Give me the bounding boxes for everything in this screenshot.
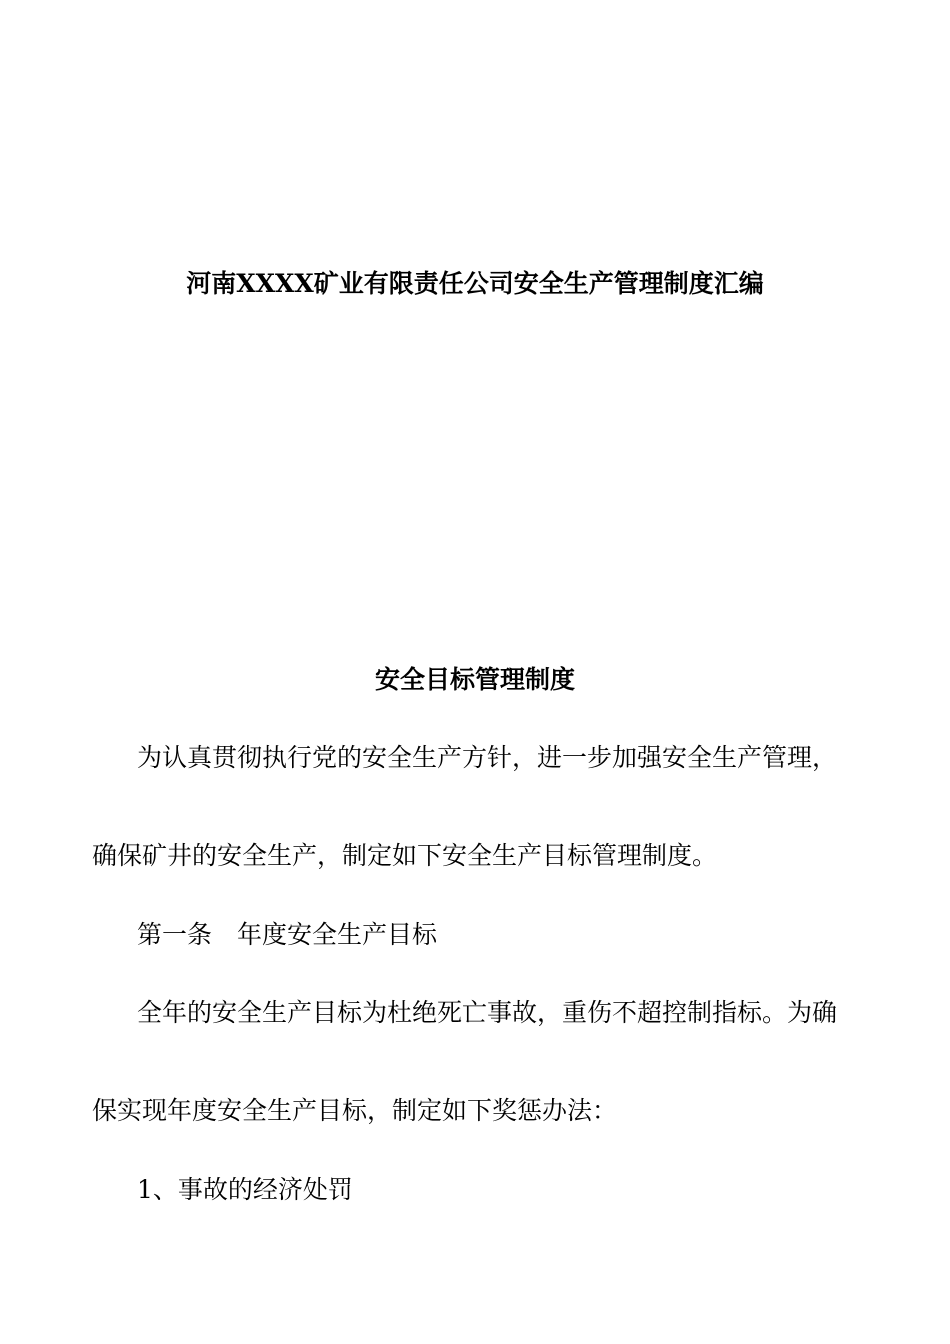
paragraph-line: 全年的安全生产目标为杜绝死亡事故，重伤不超控制指标。为确 <box>137 998 838 1027</box>
paragraph-line: 为认真贯彻执行党的安全生产方针，进一步加强安全生产管理， <box>137 743 838 772</box>
list-item-heading: 1、事故的经济处罚 <box>137 1175 353 1204</box>
article-heading: 第一条 年度安全生产目标 <box>137 920 438 949</box>
paragraph-line: 保实现年度安全生产目标，制定如下奖惩办法： <box>92 1096 618 1125</box>
paragraph-line: 确保矿井的安全生产，制定如下安全生产目标管理制度。 <box>92 841 718 870</box>
document-title: 河南XXXX矿业有限责任公司安全生产管理制度汇编 <box>186 269 764 298</box>
section-title: 安全目标管理制度 <box>374 665 575 694</box>
